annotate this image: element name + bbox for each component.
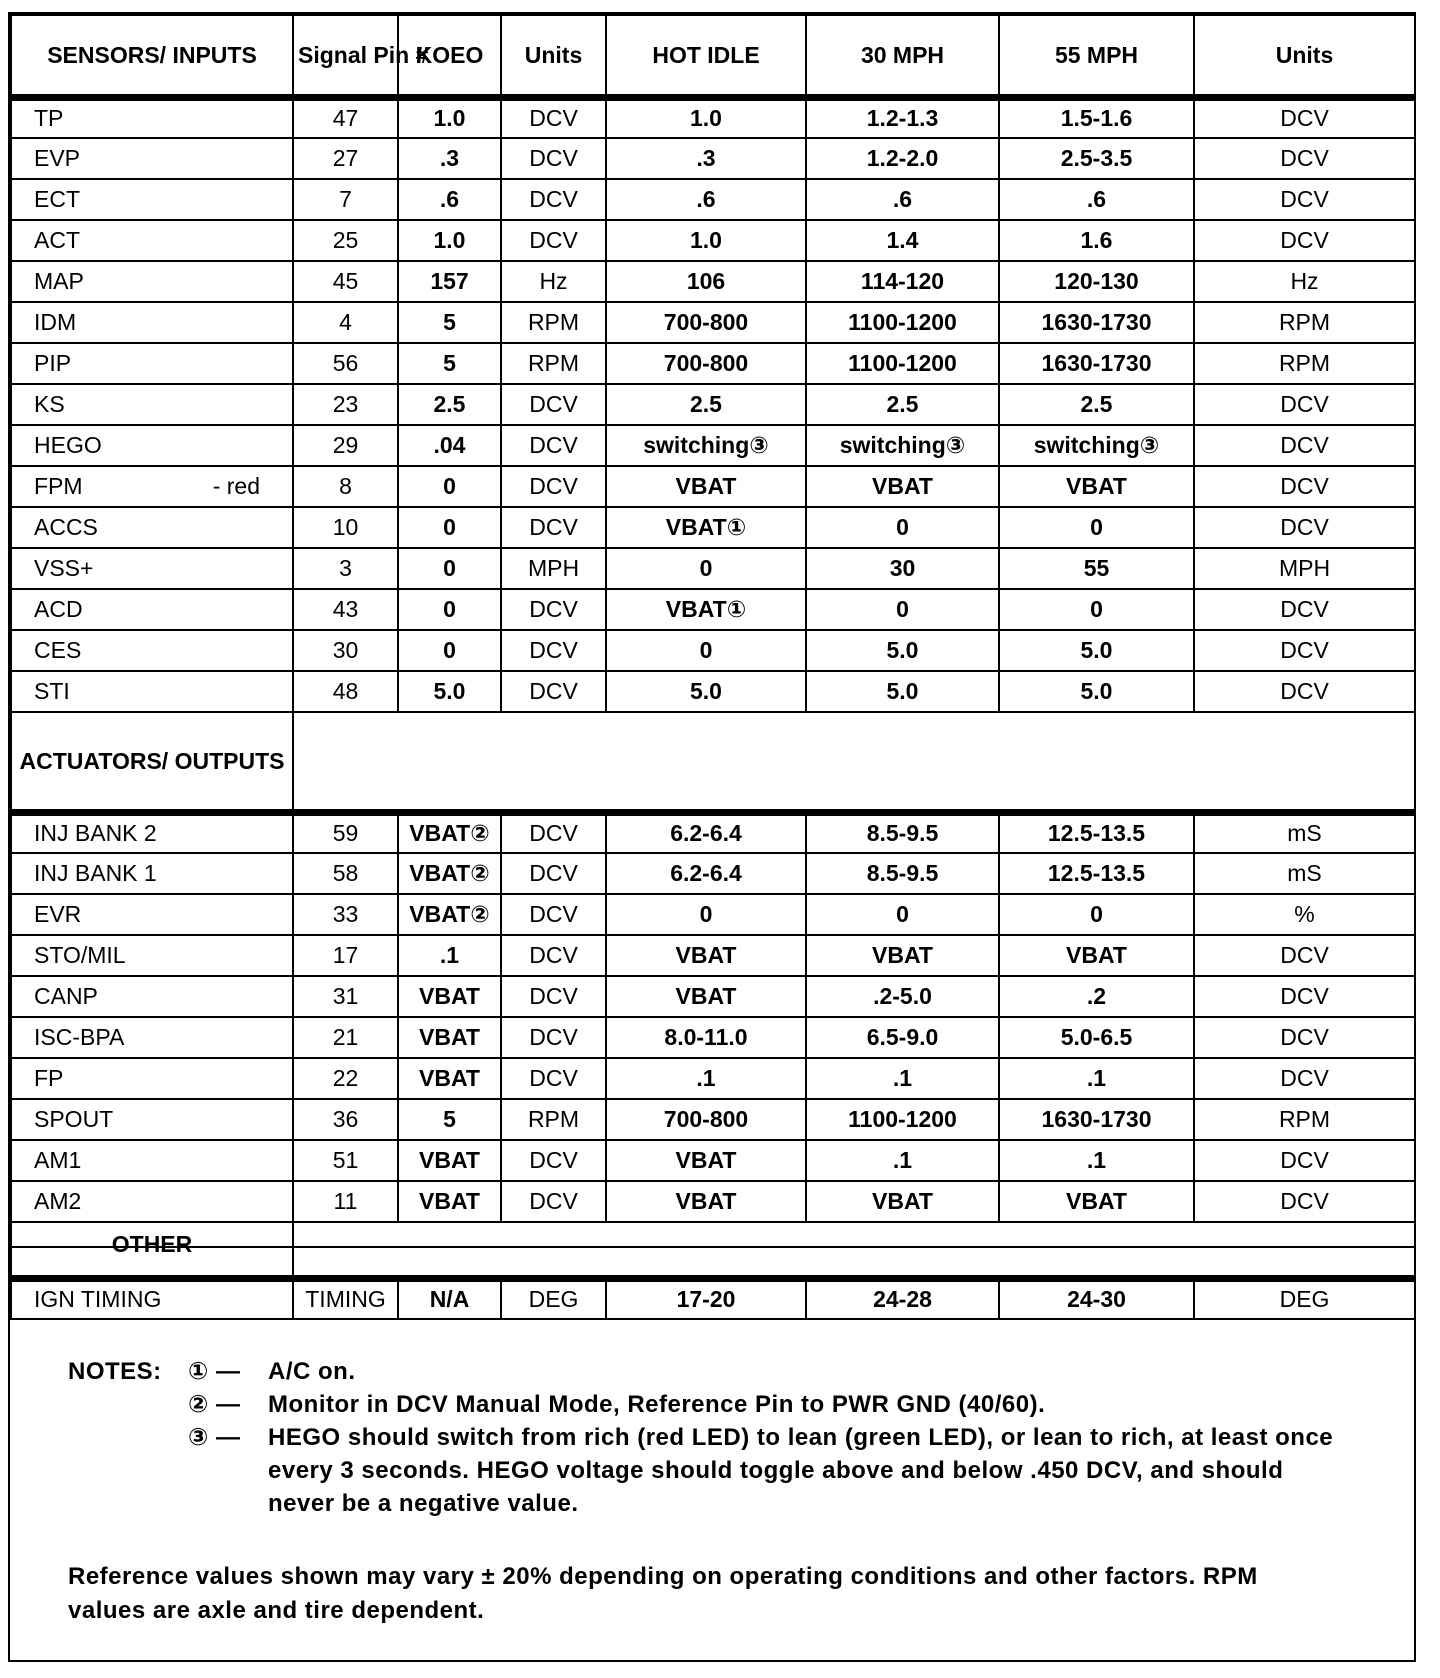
component-name: SPOUT [34, 1106, 114, 1132]
name-cell [11, 343, 293, 384]
signal-pin-cell: 56 [293, 343, 398, 384]
koeo-cell: 5 [398, 302, 501, 343]
units-2-cell: DCV [1194, 1181, 1415, 1222]
signal-pin-cell: 58 [293, 853, 398, 894]
units-cell: DCV [501, 1017, 606, 1058]
hot-idle-cell: 106 [606, 261, 806, 302]
table-row [11, 894, 1415, 935]
signal-pin-cell: 27 [293, 138, 398, 179]
component-name: ISC-BPA [34, 1024, 125, 1050]
table-row [11, 1058, 1415, 1099]
name-cell [11, 466, 293, 507]
signal-pin-cell: 47 [293, 97, 398, 138]
30mph-cell: 0 [806, 894, 999, 935]
hot-idle-cell: 0 [606, 548, 806, 589]
table-row [11, 853, 1415, 894]
units-cell: DCV [501, 1140, 606, 1181]
component-name: MAP [34, 268, 84, 294]
table-row [11, 179, 1415, 220]
koeo-cell: VBAT② [398, 812, 501, 853]
signal-pin-cell: 30 [293, 630, 398, 671]
units-cell: RPM [501, 343, 606, 384]
name-cell [11, 671, 293, 712]
30mph-cell: 0 [806, 507, 999, 548]
table-header-row [11, 15, 1415, 97]
units-cell: MPH [501, 548, 606, 589]
units-cell: DCV [501, 384, 606, 425]
component-name: IDM [34, 309, 77, 335]
30mph-cell: 8.5-9.5 [806, 853, 999, 894]
name-cell [11, 935, 293, 976]
signal-pin-cell: 23 [293, 384, 398, 425]
actuators-section-header [11, 712, 1415, 812]
units-cell: DCV [501, 630, 606, 671]
units-2-cell: DCV [1194, 97, 1415, 138]
55mph-cell: VBAT [999, 1181, 1194, 1222]
units-2-cell: DCV [1194, 630, 1415, 671]
30mph-cell: VBAT [806, 1181, 999, 1222]
actuators-outputs-heading: ACTUATORS/ OUTPUTS [11, 712, 293, 812]
table-row [11, 630, 1415, 671]
koeo-cell: 5 [398, 1099, 501, 1140]
table-row [11, 466, 1415, 507]
units-2-cell: DCV [1194, 425, 1415, 466]
units-cell: DCV [501, 466, 606, 507]
signal-pin-cell: 43 [293, 589, 398, 630]
notes-block [68, 1355, 1338, 1520]
55mph-cell: VBAT [999, 466, 1194, 507]
signal-pin-cell: TIMING [293, 1278, 398, 1319]
30mph-cell: .1 [806, 1140, 999, 1181]
hot-idle-cell: 17-20 [606, 1278, 806, 1319]
30mph-cell: 30 [806, 548, 999, 589]
30mph-cell: 5.0 [806, 630, 999, 671]
header-30mph: 30 MPH [806, 15, 999, 97]
outputs-section [11, 812, 1415, 1222]
component-name: ACD [34, 596, 83, 622]
units-cell: Hz [501, 261, 606, 302]
hot-idle-cell: 8.0-11.0 [606, 1017, 806, 1058]
name-cell [11, 1140, 293, 1181]
30mph-cell: 6.5-9.0 [806, 1017, 999, 1058]
table-row [11, 261, 1415, 302]
hot-idle-cell: .6 [606, 179, 806, 220]
note-number: ③ — [188, 1424, 241, 1451]
table-row [11, 1278, 1415, 1319]
units-2-cell: DCV [1194, 935, 1415, 976]
koeo-cell: VBAT [398, 1140, 501, 1181]
koeo-cell: VBAT [398, 1017, 501, 1058]
units-cell: DCV [501, 220, 606, 261]
55mph-cell: 5.0 [999, 671, 1194, 712]
hot-idle-cell: 6.2-6.4 [606, 812, 806, 853]
30mph-cell: 0 [806, 589, 999, 630]
55mph-cell: 1630-1730 [999, 343, 1194, 384]
hot-idle-cell: switching③ [606, 425, 806, 466]
signal-pin-cell: 4 [293, 302, 398, 343]
units-cell: DCV [501, 138, 606, 179]
units-2-cell: RPM [1194, 343, 1415, 384]
component-name: AM2 [34, 1188, 82, 1214]
header-signal-pin: Signal Pin # [293, 15, 398, 97]
55mph-cell: 0 [999, 589, 1194, 630]
units-cell: DCV [501, 671, 606, 712]
name-cell [11, 548, 293, 589]
55mph-cell: 0 [999, 507, 1194, 548]
30mph-cell: 1.2-1.3 [806, 97, 999, 138]
component-name: VSS+ [34, 555, 94, 581]
units-cell: RPM [501, 1099, 606, 1140]
units-2-cell: mS [1194, 853, 1415, 894]
koeo-cell: .3 [398, 138, 501, 179]
koeo-cell: 0 [398, 466, 501, 507]
component-name: FPM [34, 473, 83, 499]
table-row [11, 507, 1415, 548]
koeo-cell: 157 [398, 261, 501, 302]
signal-pin-cell: 45 [293, 261, 398, 302]
hot-idle-cell: .1 [606, 1058, 806, 1099]
table-row [11, 384, 1415, 425]
hot-idle-cell: VBAT [606, 466, 806, 507]
units-2-cell: MPH [1194, 548, 1415, 589]
header-hot-idle: HOT IDLE [606, 15, 806, 97]
units-2-cell: % [1194, 894, 1415, 935]
30mph-cell: .2-5.0 [806, 976, 999, 1017]
component-name: STI [34, 678, 70, 704]
component-name: PIP [34, 350, 72, 376]
units-2-cell: DCV [1194, 671, 1415, 712]
units-cell: DCV [501, 812, 606, 853]
component-name: KS [34, 391, 65, 417]
component-name: TP [34, 105, 64, 132]
units-cell: DCV [501, 1181, 606, 1222]
30mph-cell: switching③ [806, 425, 999, 466]
30mph-cell: .1 [806, 1058, 999, 1099]
30mph-cell: 1100-1200 [806, 302, 999, 343]
30mph-cell: 114-120 [806, 261, 999, 302]
inputs-section [11, 97, 1415, 712]
table-row [11, 343, 1415, 384]
units-2-cell: DCV [1194, 589, 1415, 630]
signal-pin-cell: 33 [293, 894, 398, 935]
other-section [11, 1278, 1415, 1319]
units-2-cell: RPM [1194, 1099, 1415, 1140]
55mph-cell: .1 [999, 1140, 1194, 1181]
note-item-3 [68, 1421, 1338, 1520]
table-row [11, 671, 1415, 712]
koeo-cell: .6 [398, 179, 501, 220]
units-2-cell: Hz [1194, 261, 1415, 302]
hot-idle-cell: 700-800 [606, 1099, 806, 1140]
units-cell: RPM [501, 302, 606, 343]
component-name: INJ BANK 1 [34, 860, 157, 886]
units-cell: DEG [501, 1278, 606, 1319]
component-name: ACT [34, 227, 80, 253]
hot-idle-cell: 1.0 [606, 220, 806, 261]
header-55mph: 55 MPH [999, 15, 1194, 97]
units-2-cell: mS [1194, 812, 1415, 853]
55mph-cell: 5.0 [999, 630, 1194, 671]
signal-pin-cell: 7 [293, 179, 398, 220]
koeo-cell: 0 [398, 630, 501, 671]
units-cell: DCV [501, 976, 606, 1017]
hot-idle-cell: VBAT [606, 935, 806, 976]
reference-disclaimer: Reference values shown may vary ± 20% depending on operating conditions and other factors. RPM values are axle and tire dependent. [68, 1563, 1258, 1624]
30mph-cell: 1.2-2.0 [806, 138, 999, 179]
55mph-cell: 55 [999, 548, 1194, 589]
hot-idle-cell: 5.0 [606, 671, 806, 712]
hot-idle-cell: .3 [606, 138, 806, 179]
hot-idle-cell: VBAT [606, 1140, 806, 1181]
table-row [11, 1181, 1415, 1222]
55mph-cell: 1.6 [999, 220, 1194, 261]
koeo-cell: 5.0 [398, 671, 501, 712]
units-cell: DCV [501, 894, 606, 935]
30mph-cell: 8.5-9.5 [806, 812, 999, 853]
hot-idle-cell: 0 [606, 630, 806, 671]
30mph-cell: 24-28 [806, 1278, 999, 1319]
component-name: EVP [34, 145, 81, 171]
units-cell: DCV [501, 425, 606, 466]
55mph-cell: .2 [999, 976, 1194, 1017]
koeo-cell: 5 [398, 343, 501, 384]
signal-pin-cell: 36 [293, 1099, 398, 1140]
component-name: CES [34, 637, 82, 663]
component-name: IGN TIMING [34, 1286, 162, 1313]
table-row [11, 1140, 1415, 1181]
55mph-cell: 24-30 [999, 1278, 1194, 1319]
table-row [11, 138, 1415, 179]
name-cell [11, 589, 293, 630]
55mph-cell: 5.0-6.5 [999, 1017, 1194, 1058]
55mph-cell: 2.5-3.5 [999, 138, 1194, 179]
koeo-cell: N/A [398, 1278, 501, 1319]
units-2-cell: RPM [1194, 302, 1415, 343]
55mph-cell: 12.5-13.5 [999, 853, 1194, 894]
units-2-cell: DCV [1194, 138, 1415, 179]
30mph-cell: 5.0 [806, 671, 999, 712]
notes-label: NOTES: [68, 1358, 162, 1385]
table-row [11, 97, 1415, 138]
signal-pin-cell: 25 [293, 220, 398, 261]
units-2-cell: DCV [1194, 466, 1415, 507]
name-cell [11, 384, 293, 425]
table-row [11, 812, 1415, 853]
section-header-row [11, 1222, 1415, 1278]
units-cell: DCV [501, 853, 606, 894]
table-row [11, 548, 1415, 589]
koeo-cell: 1.0 [398, 97, 501, 138]
component-name: EVR [34, 901, 82, 927]
units-2-cell: DCV [1194, 1017, 1415, 1058]
koeo-cell: VBAT [398, 1058, 501, 1099]
units-2-cell: DCV [1194, 179, 1415, 220]
name-cell [11, 138, 293, 179]
table-row [11, 976, 1415, 1017]
header-units: Units [501, 15, 606, 97]
units-cell: DCV [501, 1058, 606, 1099]
name-cell [11, 302, 293, 343]
name-cell [11, 1181, 293, 1222]
koeo-cell: VBAT② [398, 894, 501, 935]
55mph-cell: 120-130 [999, 261, 1194, 302]
name-cell [11, 425, 293, 466]
koeo-cell: 2.5 [398, 384, 501, 425]
koeo-cell: .1 [398, 935, 501, 976]
units-cell: DCV [501, 97, 606, 138]
table-row [11, 1017, 1415, 1058]
units-2-cell: DCV [1194, 1058, 1415, 1099]
signal-pin-cell: 29 [293, 425, 398, 466]
section-header-row [11, 712, 1415, 812]
other-section-header [11, 1222, 1415, 1278]
hot-idle-cell: VBAT① [606, 589, 806, 630]
component-name: ECT [34, 186, 80, 212]
signal-pin-cell: 17 [293, 935, 398, 976]
name-cell [11, 1058, 293, 1099]
koeo-cell: 0 [398, 548, 501, 589]
koeo-cell: VBAT② [398, 853, 501, 894]
header-sensors-inputs: SENSORS/ INPUTS [11, 15, 293, 97]
name-cell [11, 261, 293, 302]
component-name: INJ BANK 2 [34, 820, 157, 847]
hot-idle-cell: VBAT① [606, 507, 806, 548]
hot-idle-cell: 6.2-6.4 [606, 853, 806, 894]
koeo-cell: 0 [398, 589, 501, 630]
table-row [11, 302, 1415, 343]
signal-pin-cell: 51 [293, 1140, 398, 1181]
name-cell [11, 976, 293, 1017]
other-heading: OTHER [11, 1222, 293, 1278]
hot-idle-cell: 700-800 [606, 343, 806, 384]
55mph-cell: 0 [999, 894, 1194, 935]
table-row [11, 1099, 1415, 1140]
55mph-cell: .1 [999, 1058, 1194, 1099]
name-cell [11, 1278, 293, 1319]
units-cell: DCV [501, 589, 606, 630]
note-item-2 [68, 1388, 1338, 1421]
30mph-cell: VBAT [806, 935, 999, 976]
units-cell: DCV [501, 935, 606, 976]
hot-idle-cell: 700-800 [606, 302, 806, 343]
table-row [11, 425, 1415, 466]
30mph-cell: 1100-1200 [806, 343, 999, 384]
30mph-cell: .6 [806, 179, 999, 220]
notes-divider [10, 1246, 1414, 1248]
30mph-cell: VBAT [806, 466, 999, 507]
55mph-cell: 12.5-13.5 [999, 812, 1194, 853]
koeo-cell: VBAT [398, 1181, 501, 1222]
signal-pin-cell: 59 [293, 812, 398, 853]
component-name: AM1 [34, 1147, 82, 1173]
hot-idle-cell: 1.0 [606, 97, 806, 138]
name-cell [11, 630, 293, 671]
55mph-cell: 1630-1730 [999, 1099, 1194, 1140]
note-text: A/C on. [268, 1358, 356, 1385]
koeo-cell: .04 [398, 425, 501, 466]
55mph-cell: .6 [999, 179, 1194, 220]
header-koeo: KOEO [398, 15, 501, 97]
hot-idle-cell: VBAT [606, 1181, 806, 1222]
koeo-cell: 0 [398, 507, 501, 548]
name-cell [11, 1017, 293, 1058]
name-cell [11, 179, 293, 220]
units-2-cell: DCV [1194, 976, 1415, 1017]
component-name: STO/MIL [34, 942, 126, 968]
name-cell [11, 1099, 293, 1140]
30mph-cell: 1100-1200 [806, 1099, 999, 1140]
signal-pin-cell: 8 [293, 466, 398, 507]
koeo-cell: 1.0 [398, 220, 501, 261]
section-header-blank [293, 1222, 1415, 1278]
units-2-cell: DCV [1194, 507, 1415, 548]
name-cell [11, 894, 293, 935]
units-2-cell: DEG [1194, 1278, 1415, 1319]
55mph-cell: switching③ [999, 425, 1194, 466]
table-row [11, 935, 1415, 976]
note-number: ① — [188, 1358, 241, 1385]
note-number: ② — [188, 1391, 241, 1418]
signal-pin-cell: 22 [293, 1058, 398, 1099]
signal-pin-cell: 3 [293, 548, 398, 589]
signal-pin-cell: 11 [293, 1181, 398, 1222]
component-name: FP [34, 1065, 64, 1091]
fpm-wire-color: - red [212, 473, 260, 499]
55mph-cell: 1630-1730 [999, 302, 1194, 343]
component-name: CANP [34, 983, 98, 1009]
header-units-2: Units [1194, 15, 1415, 97]
units-2-cell: DCV [1194, 1140, 1415, 1181]
units-2-cell: DCV [1194, 220, 1415, 261]
note-text: HEGO should switch from rich (red LED) to lean (green LED), or lean to rich, at least once every 3 seconds. HEGO voltage should toggle above and below .450 DCV, and should never be a negative value. [268, 1424, 1334, 1517]
name-cell [11, 220, 293, 261]
units-cell: DCV [501, 179, 606, 220]
note-item-1 [68, 1355, 1338, 1388]
name-cell [11, 853, 293, 894]
component-name: HEGO [34, 432, 102, 458]
hot-idle-cell: 0 [606, 894, 806, 935]
component-name: ACCS [34, 514, 98, 540]
55mph-cell: 1.5-1.6 [999, 97, 1194, 138]
signal-pin-cell: 31 [293, 976, 398, 1017]
30mph-cell: 1.4 [806, 220, 999, 261]
units-2-cell: DCV [1194, 384, 1415, 425]
reference-values-table [10, 14, 1416, 1320]
table-row [11, 589, 1415, 630]
name-cell [11, 812, 293, 853]
table-row [11, 220, 1415, 261]
note-text: Monitor in DCV Manual Mode, Reference Pin to PWR GND (40/60). [268, 1391, 1046, 1418]
name-cell [11, 507, 293, 548]
name-cell [11, 97, 293, 138]
30mph-cell: 2.5 [806, 384, 999, 425]
section-header-blank [293, 712, 1415, 812]
koeo-cell: VBAT [398, 976, 501, 1017]
hot-idle-cell: 2.5 [606, 384, 806, 425]
signal-pin-cell: 21 [293, 1017, 398, 1058]
units-cell: DCV [501, 507, 606, 548]
hot-idle-cell: VBAT [606, 976, 806, 1017]
signal-pin-cell: 48 [293, 671, 398, 712]
signal-pin-cell: 10 [293, 507, 398, 548]
55mph-cell: 2.5 [999, 384, 1194, 425]
55mph-cell: VBAT [999, 935, 1194, 976]
